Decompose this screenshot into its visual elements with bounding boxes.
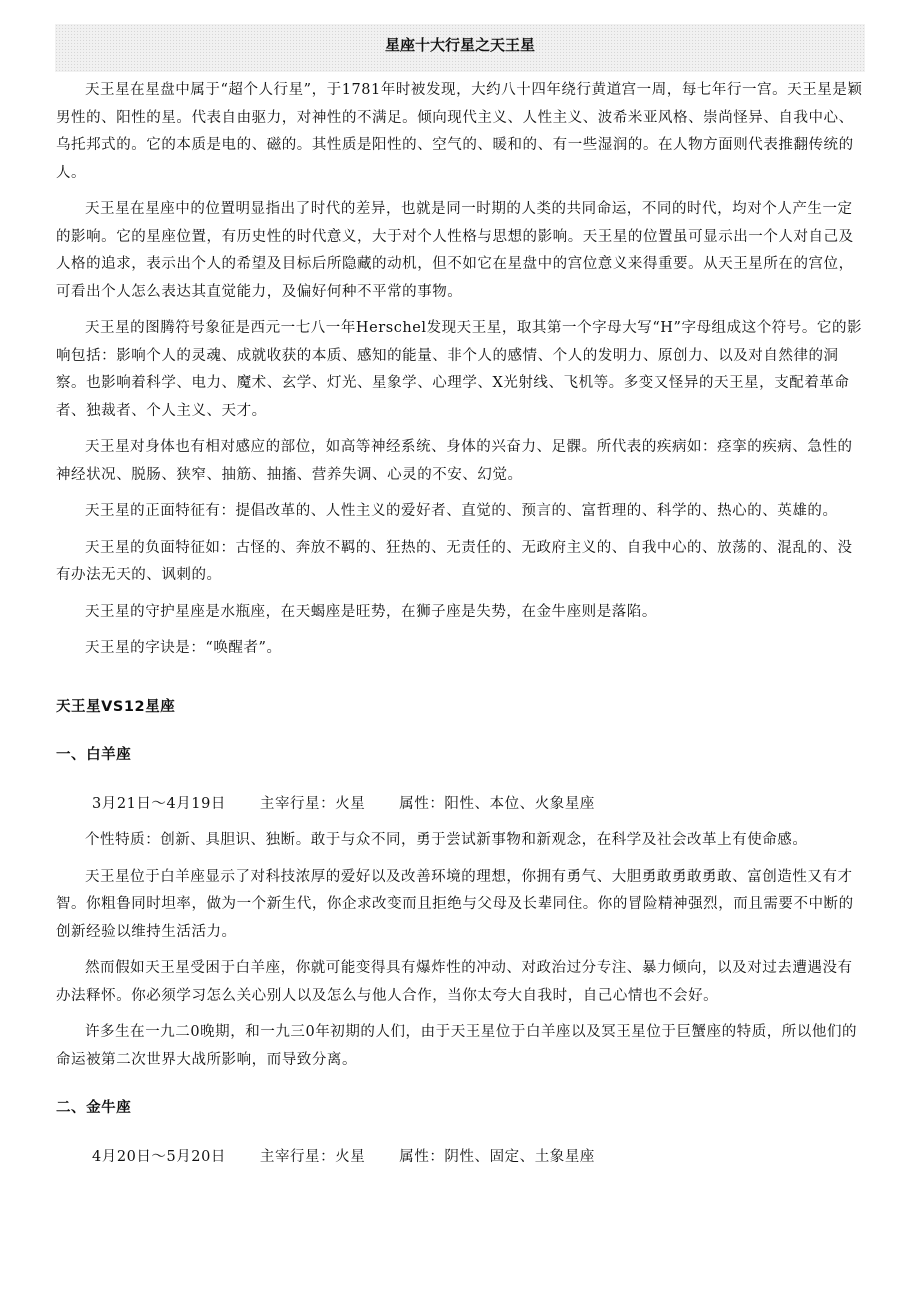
intro-paragraph: 天王星在星盘中属于“超个人行星”，于1781年时被发现，大约八十四年绕行黄道宫一周，每七年行一宫。天王星是颖男性的、阳性的星。代表自由驱力，对神性的不满足。倾向现代主义、人性主义、波希米亚风格、崇尚怪异、自我中心、乌托邦式的。它的本质是电的、磁的。其性质是阳性的、空气的、暖和的、有一些湿润的。在人物方面则代表推翻传统的人。 <box>56 82 863 181</box>
aries-dates: 3月21日～4月19日 <box>92 795 226 812</box>
page-title: 星座十大行星之天王星 <box>384 36 535 54</box>
aries-meta <box>56 791 866 819</box>
taurus-attributes: 属性：阴性、固定、土象星座 <box>399 1148 595 1165</box>
aries-paragraph: 天王星位于白羊座显示了对科技浓厚的爱好以及改善环境的理想，你拥有勇气、大胆勇敢勇敢勇敢、富创造性又有才智。你粗鲁同时坦率，做为一个新生代，你企求改变而且拒绝与父母及长辈同住。你的冒险精神强烈，而且需要不中断的创新经验以维持生活活力。 <box>56 868 854 940</box>
article-body <box>56 77 866 1180</box>
aries-paragraph: 许多生在一九二0晚期，和一九三0年初期的人们，由于天王星位于白羊座以及冥王星位于巨蟹座的特质，所以他们的命运被第二次世界大战所影响，而导致分离。 <box>56 1024 858 1068</box>
intro-paragraph: 天王星的正面特征有：提倡改革的、人性主义的爱好者、直觉的、预言的、富哲理的、科学的、热心的、英雄的。 <box>85 503 838 519</box>
aries-paragraph: 然而假如天王星受困于白羊座，你就可能变得具有爆炸性的冲动、对政治过分专注、暴力倾向，以及对过去遭遇没有办法释怀。你必须学习怎么关心别人以及怎么与他人合作，当你太夸大自我时，自己心情也不会好。 <box>56 960 853 1004</box>
aries-heading: 一、白羊座 <box>56 747 132 763</box>
aries-paragraph: 个性特质：创新、具胆识、独断。敢于与众不同，勇于尝试新事物和新观念，在科学及社会改革上有使命感。 <box>85 832 808 848</box>
intro-paragraph: 天王星的守护星座是水瓶座，在天蝎座是旺势，在狮子座是失势，在金牛座则是落陷。 <box>85 603 657 620</box>
taurus-heading: 二、金牛座 <box>56 1100 132 1116</box>
intro-paragraph: 天王星在星座中的位置明显指出了时代的差异，也就是同一时期的人类的共同命运，不同的时代，均对个人产生一定的影响。它的星座位置，有历史性的时代意义，大于对个人性格与思想的影响。天王星的位置虽可显示出一个人对自己及人格的追求，表示出个人的希望及目标后所隐藏的动机，但不如它在星盘中的宫位意义来得重要。从天王星所在的宫位，可看出个人怎么表达其直觉能力，及偏好何种不平常的事物。 <box>56 201 854 300</box>
intro-paragraph: 天王星的字诀是：“唤醒者”。 <box>85 640 282 656</box>
taurus-ruler: 主宰行星：火星 <box>259 1148 366 1165</box>
section-heading: 天王星VS12星座 <box>56 698 176 715</box>
title-banner <box>55 24 865 72</box>
intro-paragraph: 天王星的负面特征如：古怪的、奔放不羁的、狂热的、无责任的、无政府主义的、自我中心的、放荡的、混乱的、没有办法无天的、讽刺的。 <box>56 539 853 583</box>
intro-paragraph: 天王星对身体也有相对感应的部位，如高等神经系统、身体的兴奋力、足髁。所代表的疾病如：痉挛的疾病、急性的神经状况、脱肠、狭窄、抽筋、抽搐、营养失调、心灵的不安、幻觉。 <box>56 439 853 483</box>
taurus-dates: 4月20日～5月20日 <box>92 1148 226 1165</box>
aries-attributes: 属性：阳性、本位、火象星座 <box>399 795 595 812</box>
aries-ruler: 主宰行星：火星 <box>259 795 366 812</box>
taurus-meta <box>56 1144 866 1172</box>
intro-paragraph: 天王星的图腾符号象征是西元一七八一年Herschel发现天王星，取其第一个字母大写“H”字母组成这个符号。它的影响包括：影响个人的灵魂、成就收获的本质、感知的能量、非个人的感情、个人的发明力、原创力、以及对自然律的洞察。也影响着科学、电力、魔术、玄学、灯光、星象学、心理学、X光射线、飞机等。多变又怪异的天王星，支配着革命者、独裁者、个人主义、天才。 <box>56 320 863 419</box>
